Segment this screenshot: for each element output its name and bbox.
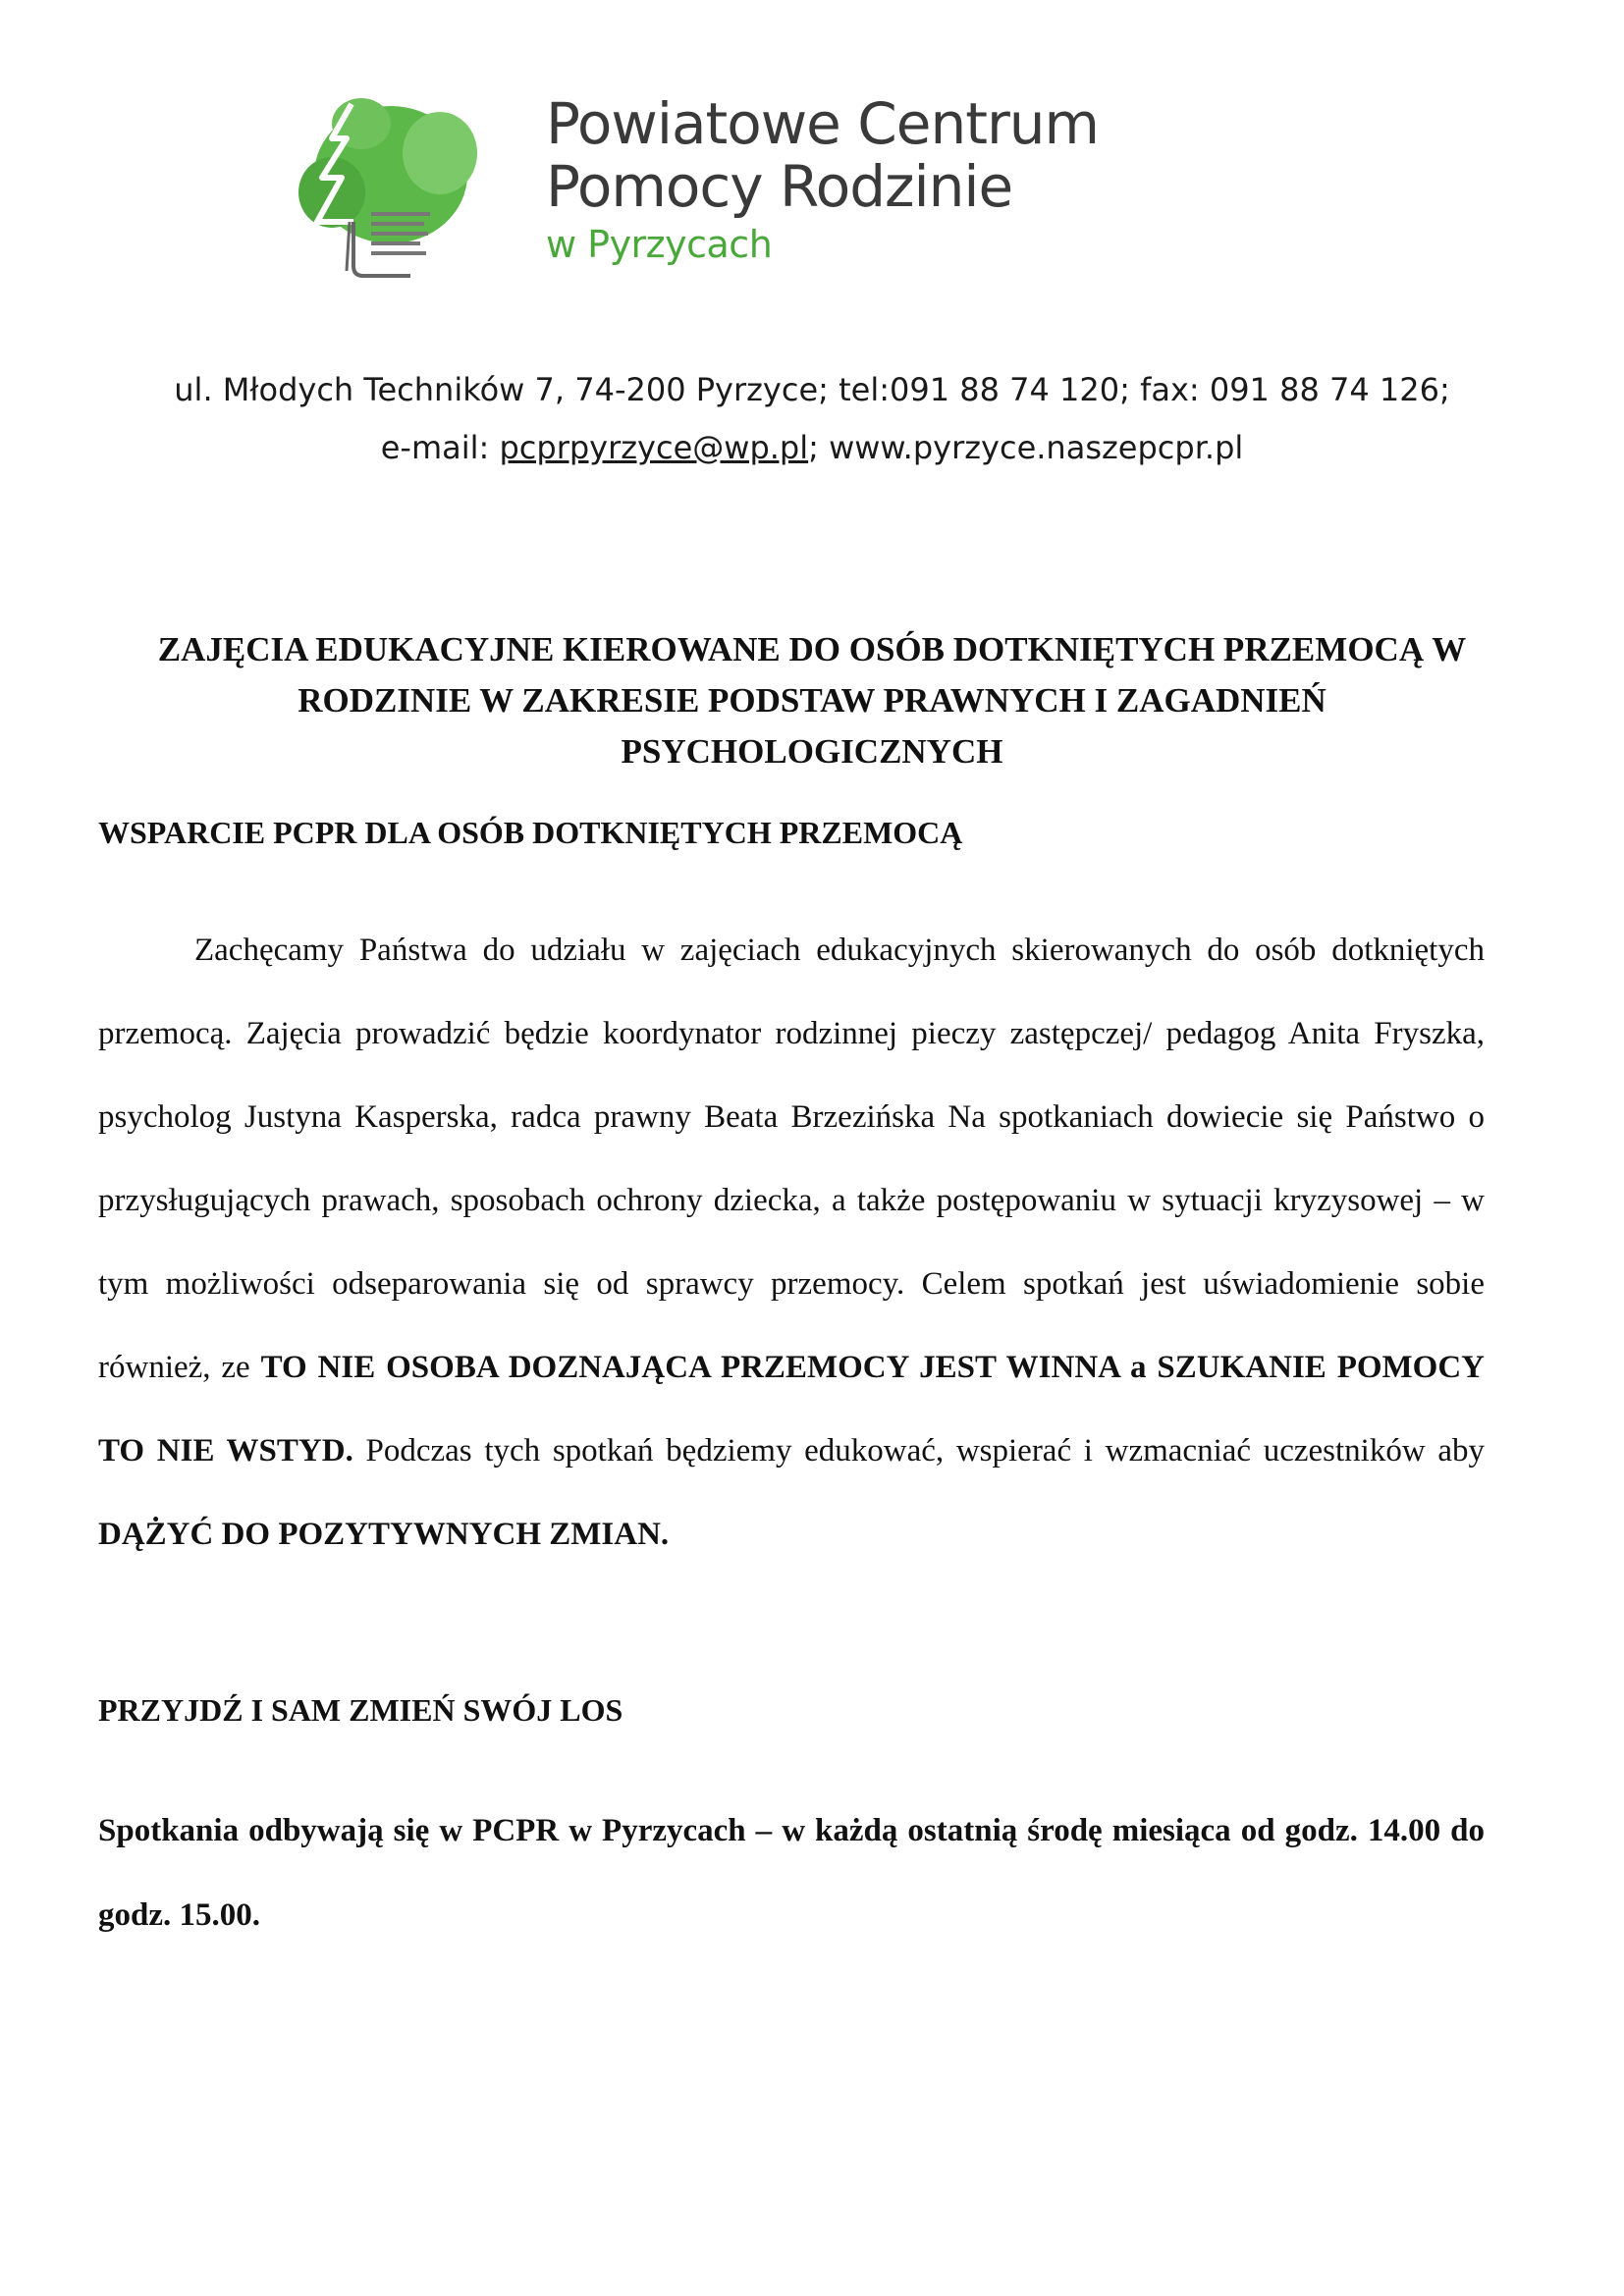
document-title: ZAJĘCIA EDUKACYJNE KIEROWANE DO OSÓB DOTKNIĘTYCH PRZEMOCĄ W RODZINIE W ZAKRESIE PODSTAW PRAWNYCH I ZAGADNIEŃ PSYCHOLOGICZNYCH — [157, 630, 1467, 771]
body-emphasis-2: DĄŻYĆ DO POZYTYWNYCH ZMIAN. — [98, 1517, 670, 1552]
separator: ; — [808, 429, 830, 466]
email-link[interactable]: pcprpyrzyce@wp.pl — [499, 429, 809, 466]
body-text-1: Zachęcamy Państwa do udziału w zajęciach edukacyjnych skierowanych do osób dotkniętych przemocą. Zajęcia prowadzić będzie koordynator rodzinnej pieczy zastępczej/ pedagog Anita Fryszka, psycholog Justyna Kasperska, radca prawny Beata Brzezińska Na spotkaniach dowiecie się Państwo o przysługujących prawach, sposobach ochrony dziecka, a także postępowaniu w sytuacji kryzysowej – w tym możliwości odseparowania się od sprawcy przemocy. Celem spotkań jest uświadomienie sobie również, ze — [98, 933, 1485, 1385]
body-text-2: Podczas tych spotkań będziemy edukować, wspierać i wzmacniać uczestników aby — [352, 1433, 1486, 1468]
call-to-action: PRZYJDŹ I SAM ZMIEŃ SWÓJ LOS — [98, 1692, 623, 1728]
email-line — [0, 419, 1624, 477]
address-line: ul. Młodych Techników 7, 74-200 Pyrzyce; tel:091 88 74 120; fax: 091 88 74 126; — [174, 371, 1450, 408]
section-heading: WSPARCIE PCPR DLA OSÓB DOTKNIĘTYCH PRZEMOCĄ — [98, 815, 963, 850]
email-label: e-mail: — [380, 429, 500, 466]
logo-text — [546, 92, 1099, 269]
body-paragraph — [98, 909, 1485, 1576]
contact-info — [0, 361, 1624, 477]
logo-line-1: Powiatowe Centrum — [546, 90, 1100, 157]
body-emphasis-1: TO NIE OSOBA DOZNAJĄCA PRZEMOCY JEST WINNA a SZUKANIE POMOCY TO NIE WSTYD. — [98, 1350, 1485, 1468]
logo — [293, 84, 1284, 281]
logo-line-3: w Pyrzycach — [546, 223, 773, 266]
logo-line-2: Pomocy Rodzinie — [546, 153, 1013, 220]
meeting-info: Spotkania odbywają się w PCPR w Pyrzycach – w każdą ostatnią środę miesiąca od godz. 14.00 do godz. 15.00. — [98, 1813, 1485, 1933]
website-link[interactable]: www.pyrzyce.naszepcpr.pl — [829, 429, 1244, 466]
tree-icon — [293, 84, 479, 281]
